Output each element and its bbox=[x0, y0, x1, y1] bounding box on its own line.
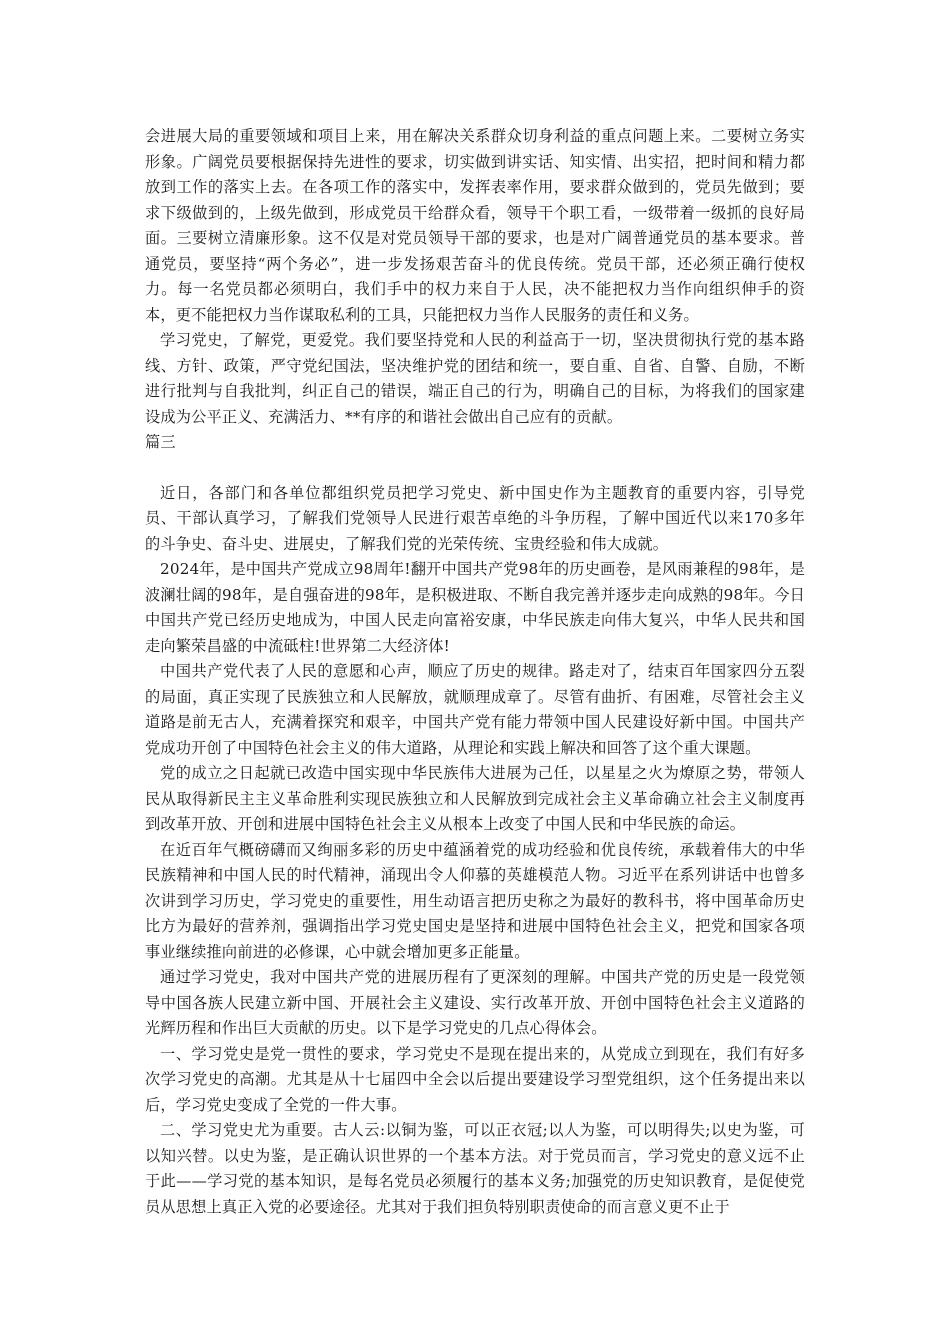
paragraph-3: 近日，各部门和各单位都组织党员把学习党史、新中国史作为主题教育的重要内容，引导党员、干部认真学习，了解我们党领导人民进行艰苦卓绝的斗争历程，了解中国近代以来170多年的斗争史、奋斗史、进展史，了解我们党的光荣传统、宝贵经验和伟大成就。 bbox=[145, 483, 805, 553]
paragraph-5: 中国共产党代表了人民的意愿和心声，顺应了历史的规律。路走对了，结束百年国家四分五裂的局面，真正实现了民族独立和人民解放，就顺理成章了。尽管有曲折、有困难，尽管社会主义道路是前无古人，充满着探究和艰辛，中国共产党有能力带领中国人民建设好新中国。中国共产党成功开创了中国特色社会主义的伟大道路，从理论和实践上解决和回答了这个重大课题。 bbox=[145, 662, 805, 757]
paragraph-10: 二、学习党史尤为重要。古人云:以铜为鉴，可以正衣冠;以人为鉴，可以明得失;以史为鉴，可以知兴替。以史为鉴，是正确认识世界的一个基本方法。对于党员而言，学习党史的意义远不止于此——学习党的基本知识，是每名党员必须履行的基本义务;加强党的历史知识教育，是促使党员从思想上真正入党的必要途径。尤其对于我们担负特别职责使命的而言意义更不止于 bbox=[145, 1121, 805, 1216]
paragraph-6: 党的成立之日起就已改造中国实现中华民族伟大进展为己任，以星星之火为燎原之势，带领人民从取得新民主主义革命胜利实现民族独立和人民解放到完成社会主义革命确立社会主义制度再到改革开放、开创和进展中国特色社会主义从根本上改变了中国人民和中华民族的命运。 bbox=[145, 764, 805, 833]
paragraph-4: 2024年，是中国共产党成立98周年!翻开中国共产党98年的历史画卷，是风雨兼程的98年，是波澜壮阔的98年，是自强奋进的98年，是积极进取、不断自我完善并逐步走向成熟的98年。今日中国共产党已经历史地成为，中国人民走向富裕安康，中华民族走向伟大复兴，中华人民共和国走向繁荣昌盛的中流砥柱!世界第二大经济体! bbox=[145, 560, 805, 655]
document-page bbox=[145, 124, 805, 1220]
paragraph-8: 通过学习党史，我对中国共产党的进展历程有了更深刻的理解。中国共产党的历史是一段党领导中国各族人民建立新中国、开展社会主义建设、实行改革开放、开创中国特色社会主义道路的光辉历程和作出巨大贡献的历史。以下是学习党史的几点心得体会。 bbox=[145, 968, 805, 1037]
paragraph-2: 学习党史，了解党，更爱党。我们要坚持党和人民的利益高于一切，坚决贯彻执行党的基本路线、方针、政策，严守党纪国法，坚决维护党的团结和统一，要自重、自省、自警、自励，不断进行批判与自我批判，纠正自己的错误，端正自己的行为，明确自己的目标，为将我们的国家建设成为公平正义、充满活力、**有序的和谐社会做出自己应有的贡献。 bbox=[145, 331, 805, 426]
paragraph-9: 一、学习党史是党一贯性的要求，学习党史不是现在提出来的，从党成立到现在，我们有好多次学习党史的高潮。尤其是从十七届四中全会以后提出要建设学习型党组织，这个任务提出来以后，学习党史变成了全党的一件大事。 bbox=[145, 1044, 805, 1114]
section-heading: 篇三 bbox=[145, 433, 176, 451]
blank-line bbox=[145, 456, 805, 481]
paragraph-1: 会进展大局的重要领域和项目上来，用在解决关系群众切身利益的重点问题上来。二要树立务实形象。广阔党员要根据保持先进性的要求，切实做到讲实话、知实情、出实招，把时间和精力都放到工作的落实上去。在各项工作的落实中，发挥表率作用，要求群众做到的，党员先做到；要求下级做到的，上级先做到，形成党员干给群众看，领导干个职工看，一级带着一级抓的良好局面。三要树立清廉形象。这不仅是对党员领导干部的要求，也是对广阔普通党员的基本要求。普通党员，要坚持“两个务必”，进一步发扬艰苦奋斗的优良传统。党员干部，还必须正确行使权力。每一名党员都必须明白，我们手中的权力来自于人民，决不能把权力当作向组织伸手的资本，更不能把权力当作谋取私利的工具，只能把权力当作人民服务的责任和义务。 bbox=[145, 127, 805, 324]
paragraph-7: 在近百年气概磅礴而又绚丽多彩的历史中蕴涵着党的成功经验和优良传统，承载着伟大的中华民族精神和中国人民的时代精神，涌现出令人仰慕的英雄模范人物。习近平在系列讲话中也曾多次讲到学习历史，学习党史的重要性，用生动语言把历史称之为最好的教科书，将中国革命历史比方为最好的营养剂，强调指出学习党史国史是坚持和进展中国特色社会主义，把党和国家各项事业继续推向前进的必修课，心中就会增加更多正能量。 bbox=[145, 840, 805, 961]
